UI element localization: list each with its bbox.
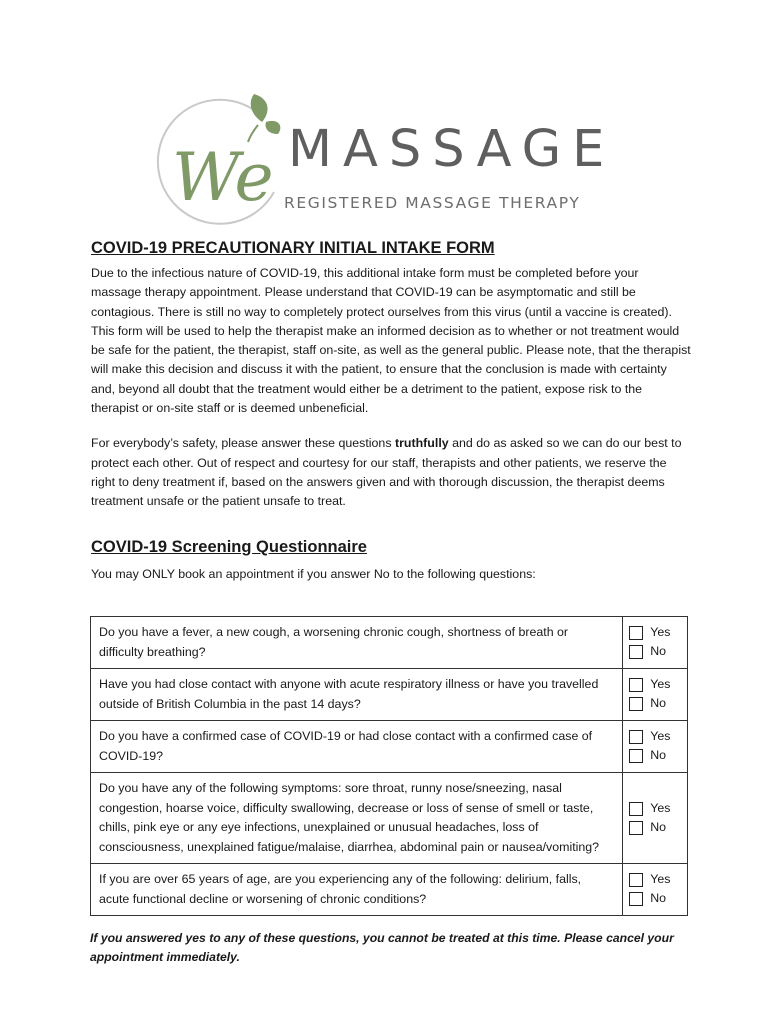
yes-option[interactable] [629, 676, 687, 695]
safety-text-end: and do as asked so we can do our best to protect each other. Out of respect and courtesy for our staff, therapists and other patients, we reserve the right to deny treatment if, based on the answers given and with thorough discussion, the therapist deems treatment unsafe or the patient unsafe to treat. [91, 436, 682, 509]
logo-brand-name: MASSAGE [288, 120, 616, 179]
table-row [91, 864, 688, 916]
leaf-icon [266, 121, 281, 134]
yes-label: Yes [650, 800, 671, 815]
form-content [91, 236, 691, 583]
answer-cell [623, 669, 688, 721]
screening-table [90, 616, 688, 916]
yes-checkbox[interactable] [629, 873, 643, 887]
safety-emphasis: truthfully [394, 436, 449, 451]
questionnaire-instructions: You may ONLY book an appointment if you answer No to the following questions: [91, 566, 536, 581]
intro-paragraph: Due to the infectious nature of COVID-19, this additional intake form must be completed before your massage therapy appointment. Please understand that COVID-19 can be asymptomatic and still be contagious. There is still no way to completely protect ourselves from this virus (until a vaccine is created). This form will be used to help the therapist make an informed decision as to whether or not treatment would be safe for the patient, the therapist, staff on-site, as well as the general public. Please note, that the therapist will make this decision and discuss it with the patient, to ensure that the conclusion is made with certainty and, beyond all doubt that the treatment would either be a detriment to the patient, expose risk to the therapist or on-site staff or is deemed unbeneficial. [91, 266, 691, 416]
no-label: No [650, 696, 667, 711]
no-label: No [650, 644, 667, 659]
no-option[interactable] [629, 695, 687, 714]
answer-cell [623, 864, 688, 916]
no-checkbox[interactable] [629, 749, 643, 763]
table-row [91, 669, 688, 721]
table-row [91, 721, 688, 773]
yes-label: Yes [650, 872, 671, 887]
no-checkbox[interactable] [629, 821, 643, 835]
yes-label: Yes [650, 677, 671, 692]
no-option[interactable] [629, 818, 687, 837]
answer-cell [623, 773, 688, 864]
form-title: COVID-19 PRECAUTIONARY INITIAL INTAKE FORM [91, 239, 495, 257]
question-text: If you are over 65 years of age, are you experiencing any of the following: delirium, falls, acute functional decline or worsening of chronic conditions? [91, 864, 623, 916]
we-massage-logo [150, 92, 616, 232]
safety-paragraph [91, 434, 691, 511]
logo-mark [150, 92, 290, 232]
no-label: No [650, 819, 667, 834]
cancellation-note: If you answered yes to any of these questions, you cannot be treated at this time. Please cancel your appointment immediately. [90, 931, 674, 964]
question-text: Have you had close contact with anyone with acute respiratory illness or have you travelled outside of British Columbia in the past 14 days? [91, 669, 623, 721]
yes-option[interactable] [629, 728, 687, 747]
no-checkbox[interactable] [629, 892, 643, 906]
yes-checkbox[interactable] [629, 802, 643, 816]
question-text: Do you have a confirmed case of COVID-19 or had close contact with a confirmed case of COVID-19? [91, 721, 623, 773]
yes-label: Yes [650, 729, 671, 744]
yes-label: Yes [650, 625, 671, 640]
safety-text-start: For everybody’s safety, please answer these questions [91, 436, 395, 451]
no-checkbox[interactable] [629, 697, 643, 711]
no-option[interactable] [629, 747, 687, 766]
logo-tagline: REGISTERED MASSAGE THERAPY [284, 194, 581, 212]
yes-checkbox[interactable] [629, 626, 643, 640]
question-text: Do you have any of the following symptoms: sore throat, runny nose/sneezing, nasal congestion, hoarse voice, difficulty swallowing, decrease or loss of sense of smell or taste, chills, pink eye or any eye infections, unexplained or unusual headaches, loss of consciousness, unexplained fatigue/malaise, diarrhea, abdominal pain or nausea/vomiting? [91, 773, 623, 864]
leaf-icon [251, 94, 268, 122]
no-option[interactable] [629, 643, 687, 662]
no-label: No [650, 748, 667, 763]
answer-cell [623, 617, 688, 669]
yes-option[interactable] [629, 624, 687, 643]
no-checkbox[interactable] [629, 645, 643, 659]
no-label: No [650, 891, 667, 906]
yes-checkbox[interactable] [629, 678, 643, 692]
yes-checkbox[interactable] [629, 730, 643, 744]
table-row [91, 617, 688, 669]
logo-we-text: We [172, 139, 274, 216]
table-row [91, 773, 688, 864]
question-text: Do you have a fever, a new cough, a worsening chronic cough, shortness of breath or difficulty breathing? [91, 617, 623, 669]
no-option[interactable] [629, 890, 687, 909]
answer-cell [623, 721, 688, 773]
yes-option[interactable] [629, 871, 687, 890]
questionnaire-title: COVID-19 Screening Questionnaire [91, 537, 367, 556]
yes-option[interactable] [629, 799, 687, 818]
